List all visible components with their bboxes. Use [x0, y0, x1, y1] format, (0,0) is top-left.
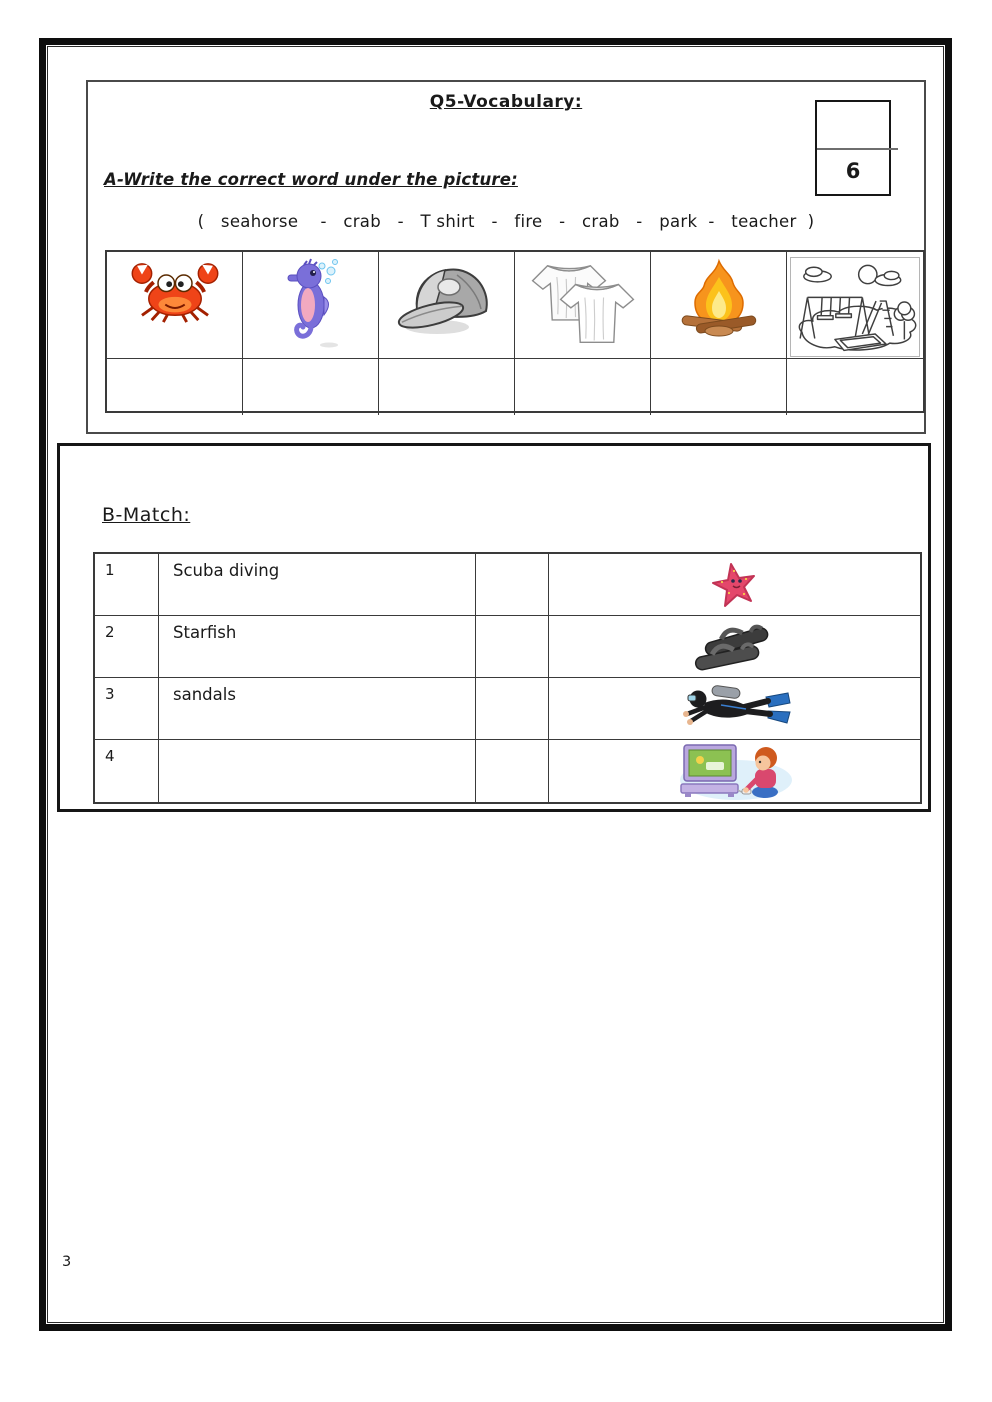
picture-cell-seahorse — [243, 252, 379, 359]
match-row-3-answer-cell — [476, 678, 549, 740]
score-box — [815, 100, 891, 196]
match-row-3-label: sandals — [159, 678, 476, 740]
section-a-title: Q5-Vocabulary: — [429, 92, 583, 112]
match-row-1-label: Scuba diving — [159, 554, 476, 616]
section-a-instruction: A-Write the correct word under the picture: — [104, 170, 518, 189]
cap-icon — [391, 257, 503, 341]
match-row-1-image-cell — [549, 554, 920, 616]
picture-cell-park — [787, 252, 923, 359]
match-table — [93, 552, 922, 804]
sandals-icon — [687, 621, 783, 673]
answer-cell-4 — [515, 359, 651, 415]
match-row-4-answer-cell — [476, 740, 549, 802]
section-b-title: B-Match: — [102, 504, 191, 526]
picture-cell-cap — [379, 252, 515, 359]
page-number: 3 — [62, 1254, 72, 1270]
crab-icon — [125, 257, 225, 325]
picture-cell-fire — [651, 252, 787, 359]
score-box-divider — [817, 148, 898, 150]
scuba-diver-icon — [676, 681, 794, 737]
match-row-4-number: 4 — [95, 740, 159, 802]
answer-cell-5 — [651, 359, 787, 415]
park-icon — [790, 257, 920, 357]
match-row-3-image-cell — [549, 678, 920, 740]
seahorse-icon — [280, 257, 342, 349]
answer-cell-6 — [787, 359, 923, 415]
starfish-icon — [710, 559, 760, 611]
picture-table — [105, 250, 925, 413]
section-a-box — [86, 80, 926, 434]
section-b-box — [57, 443, 931, 812]
answer-cell-3 — [379, 359, 515, 415]
picture-cell-crab — [107, 252, 243, 359]
picture-cell-tshirt — [515, 252, 651, 359]
match-row-2-label: Starfish — [159, 616, 476, 678]
child-watching-tv-icon — [676, 740, 794, 802]
match-row-1-answer-cell — [476, 554, 549, 616]
match-row-2-answer-cell — [476, 616, 549, 678]
fire-icon — [676, 257, 762, 345]
match-row-2-image-cell — [549, 616, 920, 678]
score-box-empty-cell — [817, 102, 889, 148]
match-row-4-label — [159, 740, 476, 802]
t-shirt-icon — [527, 257, 639, 353]
match-row-3-number: 3 — [95, 678, 159, 740]
match-row-2-number: 2 — [95, 616, 159, 678]
answer-cell-2 — [243, 359, 379, 415]
match-row-1-number: 1 — [95, 554, 159, 616]
answer-cell-1 — [107, 359, 243, 415]
match-row-4-image-cell — [549, 740, 920, 802]
word-bank: ( seahorse - crab - T shirt - fire - crab - park - teacher ) — [197, 212, 815, 231]
score-value: 6 — [845, 159, 861, 183]
